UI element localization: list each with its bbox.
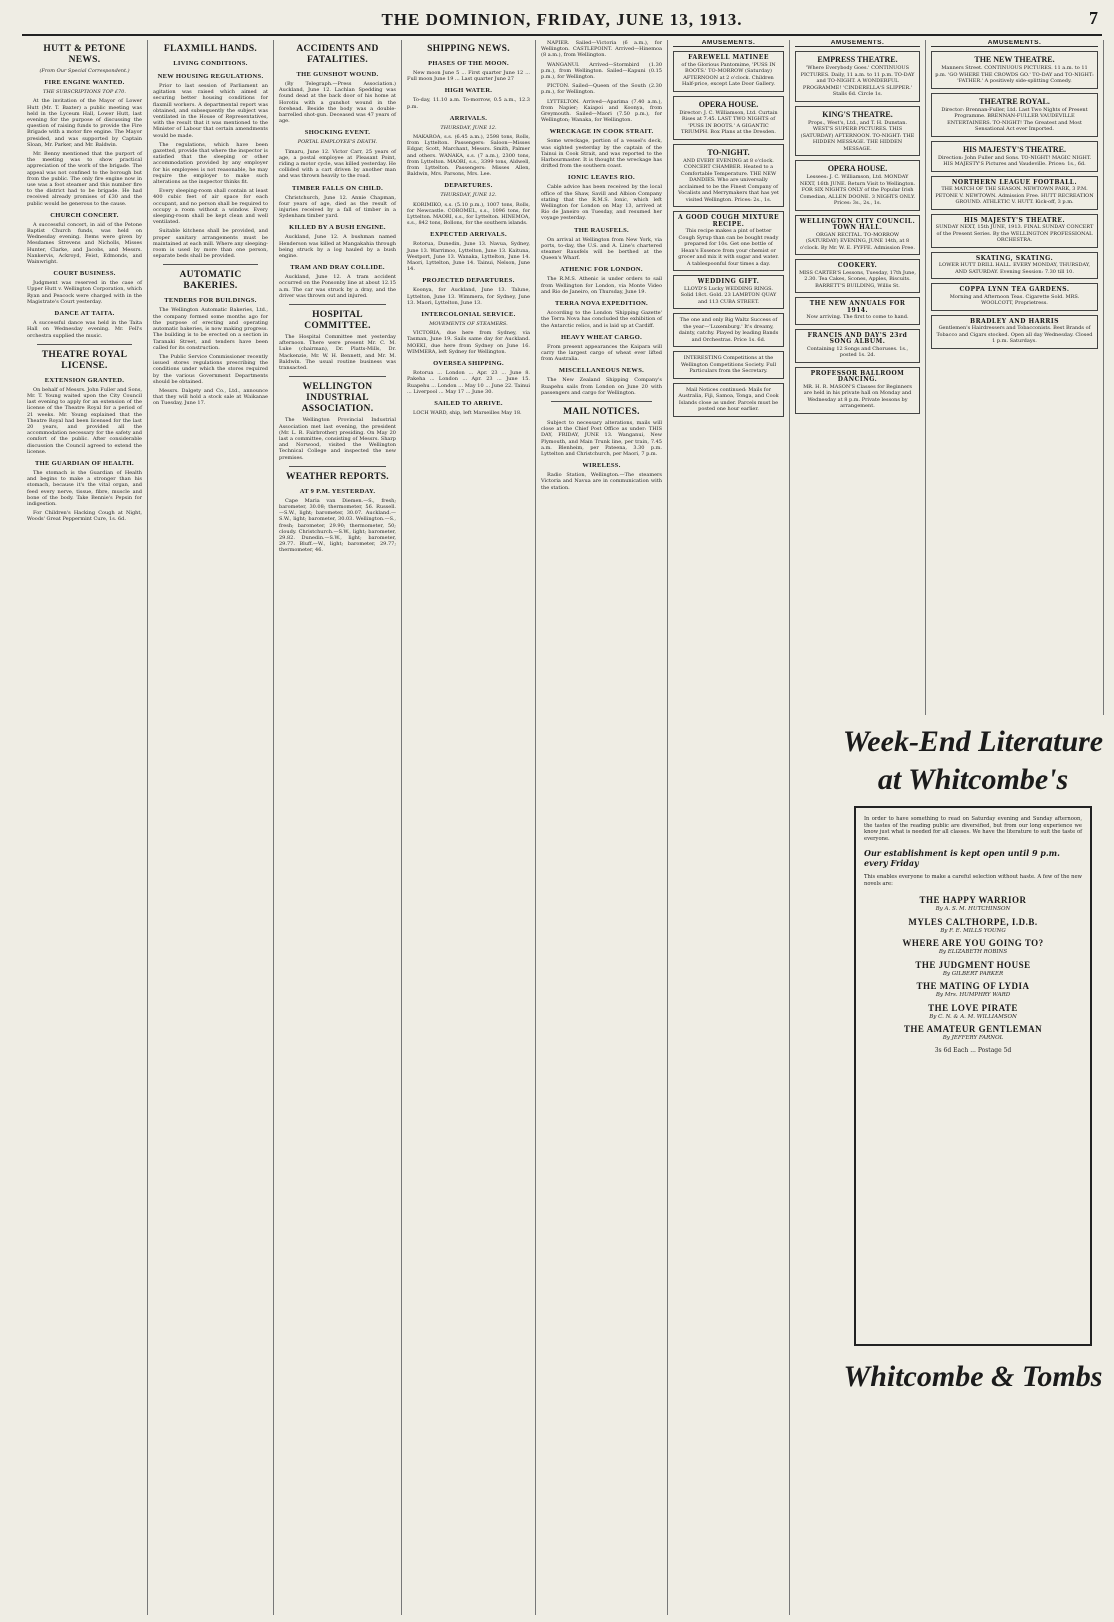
ad-his-majestys [931,141,1098,172]
article-text: The regulations, which have been gazetted, provide that where the inspector is satisfied that the sleeping or other accommodation provided by any employer for his employees is not reasonable, he may require the employer to make such alterations as the inspector thinks fit. [153,141,268,186]
ad-title: OPERA HOUSE. [698,99,759,109]
whitcombe-headline-1: Week-End Literature [842,725,1104,758]
article-text: Koonya, for Auckland, June 13. Talune, Lyttelton, June 13. Wimmera, for Sydney, June 13. Maori, Lyttelton, June 13. [407,287,530,306]
book-item [864,938,1082,956]
ad-body: MR. H. R. MASON'S Classes for Beginners are held in his private hall on Monday and Wednesday at 8 p.m. Private lessons by arrangement. [803,383,912,410]
subhead-movements: MOVEMENTS OF STEAMERS. [429,321,508,328]
article-text: NAPIER. Sailed—Victoria (6 a.m.), for Wellington. CASTLEPOINT. Arrived—Hinemoa (8 a.m.), from Wellington. [541,40,662,59]
article-text: Every sleeping-room shall contain at least 400 cubic feet of air space for each occupant, and no person shall be required to occupy a room without a window. Every sleeping-room shall be kept clean and well ventilated. [153,188,268,226]
ad-competitions [673,351,784,379]
ad-title: THE NEW THEATRE. [974,55,1055,65]
whitcombe-box [854,806,1092,1346]
subhead-ionic: IONIC LEAVES RIO. [568,174,635,182]
article-text: Suitable kitchens shall be provided, and proper sanitary arrangements must be maintained at each mill. Where any sleeping-room is used by more than one person, separate beds shall be provided. [153,228,268,260]
subhead-projected: PROJECTED DEPARTURES. [422,277,515,285]
ad-title: NORTHERN LEAGUE FOOTBALL. [951,178,1078,186]
subhead-high-water: HIGH WATER. [444,87,493,95]
subhead-housing: NEW HOUSING REGULATIONS. [157,73,264,80]
article-text: For Children's Hacking Cough at Night, Woods' Great Peppermint Cure, 1s. 6d. [27,510,142,523]
ad-skating [931,252,1098,280]
headline-mail: MAIL NOTICES. [563,406,640,417]
subhead-portal: PORTAL EMPLOYEE'S DEATH. [297,139,378,146]
book-title: THE JUDGMENT HOUSE [915,959,1031,970]
book-title: THE MATING OF LYDIA [916,981,1030,991]
ad-body: AND EVERY EVENING at 8 o'clock. CONCERT CHAMBER. Heated to a Comfortable Temperature. THE NEW DANDIES. Who are universally acclaimed to be the Finest Company of Vocalists and Merrymakers that has yet visited Wellington. Prices: 2s., 1s. [678,157,779,203]
ad-sunday-concert [931,214,1098,248]
article-text: On behalf of Messrs. John Fuller and Sons, Mr. T. Young waited upon the City Council last evening to apply for an extension of the license of the Theatre Royal for a period of 21 weeks. Mr. Young explained that the Theatre Royal had been licensed for the last 20 years, and provided all the accommodation necessary for the safety and comfort of the public. After considerable discussion the Council agreed to extend the license. [27,386,142,455]
ad-opera-house [673,96,784,140]
article-text: KORIMIKO, s.s. (5.10 p.m.), 1007 tons, Rolls, for Newcastle. COROMEL, s.s., 1096 tons, for Lyttelton. MAORI, s.s., for Lyttelton. HINEMOA, s.s., 842 tons, Bollons, for the southern islands. [407,201,530,227]
departures-date: THURSDAY, JUNE 12. [440,192,497,199]
subhead-oversea: OVERSEA SHIPPING. [433,360,504,368]
subhead-guardian: THE GUARDIAN OF HEALTH. [35,459,134,467]
high-water: To-day, 11.10 a.m. To-morrow, 0.5 a.m., 12.3 p.m. [407,97,530,110]
whitcombe-footer: Whitcombe & Tombs [843,1360,1103,1393]
article-text: Rotorua ... London ... Apr. 23 ... June 8. Pakeha ... London ... Apr. 23 ... June 15. Ruapehu ... London ... May 10 ... June 22. Tainui ... Liverpool ... May 17 ... June 30. [407,370,530,395]
ad-kings [795,106,920,157]
headline-accidents: ACCIDENTS AND FATALITIES. [296,44,379,65]
ad-body: Morning and Afternoon Teas. Cigarette Sold. MRS. WOOLCOTT, Proprietress. [949,293,1080,307]
ad-body: Now arriving. The first to come to hand. [806,314,909,321]
ad-cookery [795,259,920,293]
book-author: By F. E. MILLS YOUNG [940,927,1006,934]
ad-waltz [673,313,784,347]
ad-body: 'Where Everybody Goes.' CONTINUOUS PICTURES. Daily, 11 a.m. to 11 p.m. TO-DAY and TO-NIGHT. A WONDERFUL PROGRAMME! 'CINDERELLA'S SLIPPER.' Stalls 6d. Circle 1s. [800,65,915,98]
article-text: The Public Service Commissioner recently issued stores regulations prescribing the conditions under which the stores required by the various Government Departments should be obtained. [153,353,268,385]
book-item [864,960,1082,978]
article-text: Auckland, June 12. A bushman named Henderson was killed at Mangakahia through being struck by a log hauled by a bush engine. [279,234,396,260]
subhead-wheat: HEAVY WHEAT CARGO. [560,333,643,341]
ad-title: TO-NIGHT. [707,147,750,157]
article-text: A successful dance was held in the Taita Hall on Wednesday evening. Mr. Fell's orchestra supplied the music. [27,320,142,339]
subhead-terra-nova: TERRA NOVA EXPEDITION. [555,300,648,308]
divider [289,304,386,305]
ad-song-album [795,329,920,363]
ad-title: OPERA HOUSE. [827,164,888,174]
article-text: Prior to last session of Parliament an agitation was raised which aimed at securing better housing conditions for flaxmill workers. A departmental report was obtained, and subsequently the subject was ventilated in the House of Representatives, with the result that it was mentioned to the Minister of Labour that certain amendments would be made. [153,83,268,139]
amusements-header: AMUSEMENTS. [795,40,920,47]
book-item [864,1024,1082,1042]
subhead-court-business: COURT BUSINESS. [53,270,116,278]
article-text: At the invitation of the Mayor of Lower Hutt (Mr. T. Baxter) a public meeting was held in the Lyceum Hall, Lower Hutt, last evening for the purpose of discussing the question of raising funds to provide the Fire Brigade with a motor fire engine. The Mayor presided, and was supported by Captain Sloan, Mr. Parker, and Mr. Baldwin. [27,98,142,148]
book-author: By GILBERT PARKER [942,970,1004,977]
byline: (From Our Special Correspondent.) [39,68,130,74]
whitcombe-advertisement [842,720,1104,1610]
whitcombe-price: 3s 6d Each ... Postage 5d [934,1046,1012,1054]
subhead-wreckage: WRECKAGE IN COOK STRAIT. [549,128,654,136]
whitcombe-body: In order to have something to read on Saturday evening and Sunday afternoon, the tastes of the reading public are diversified, but from our long experience we know just what is needed for all classes. We have the literature to suit the taste of everyone. [864,816,1082,842]
moon-phases: New moon June 5 ... First quarter June 12 ... Full moon June 19 ... Last quarter June 27 [407,70,530,83]
article-text: WANGANUI. Arrived—Stormbird (1.30 p.m.), from Wellington. Sailed—Kapuni (0.15 p.m.), for Wellington. [541,61,662,81]
book-title: THE LOVE PIRATE [928,1002,1018,1013]
ad-body: LOWER HUTT DRILL HALL. EVERY MONDAY, THURSDAY, AND SATURDAY. Evening Session: 7.30 till 10. [938,262,1091,275]
divider [163,264,258,265]
ad-body: Direction: John Fuller and Sons. TO-NIGHT! MAGIC NIGHT. HIS MAJESTY'S Pictures and Vaudeville. Prices: 1s., 6d. [937,154,1092,168]
article-text: VICTORIA, due here from Sydney, via Tasman, June 19. Sails same day for Auckland. MOEKI, due here from Sydney on June 16. WIMMERA, left Sydney for Wellington. [407,330,530,355]
ad-cough-mixture [673,211,784,271]
ad-new-dandies [673,144,784,208]
ad-body: LLOYD'S Lucky WEDDING RINGS. Solid 18ct. Gold. 23 LAMBTON QUAY and 113 CUBA STREET. [680,285,777,305]
subhead-timber: TIMBER FALLS ON CHILD. [292,184,383,192]
ad-new-theatre [931,51,1098,89]
ad-body: Containing 12 Songs and Choruses. 1s., posted 1s. 2d. [806,345,909,359]
column-flaxmill [148,40,274,1615]
ad-body: Director: Brennan-Fuller, Ltd. Last Two Nights of Present Programme. BRENNAN-FULLER VAUDEVILLE ENTERTAINERS. TO-NIGHT! The Greatest and Most Sensational Act ever Imported. [941,106,1088,133]
headline-industrial: WELLINGTON INDUSTRIAL ASSOCIATION. [301,382,374,415]
ad-title: HIS MAJESTY'S THEATRE. [962,144,1067,154]
subhead-9pm: AT 9 P.M. YESTERDAY. [299,487,376,495]
article-text: (By Telegraph.—Press Association.) Auckland, June 12. Lachlan Spedding was found dead at the back door of his home at Horotiu with a gunshot wound in the forehead. Beside the body was a double-barrelled shot-gun. Deceased was 47 years of age. [279,81,396,125]
article-text: The Wellington Automatic Bakeries, Ltd., the company formed some months ago for the purpose of erecting and operating automatic bakeries, is now making progress. The building is to be erected on a section in Taranaki Street, and tenders have been called for its construction. [153,307,268,351]
ad-football [931,176,1098,210]
article-text: PICTON. Sailed—Queen of the South (2.30 p.m.), for Wellington. [541,83,662,96]
article-text: Some wreckage, portion of a vessel's deck, was sighted yesterday by the captain of the Tainui in Cook Strait, and was reported to the Harbourmaster. It is thought the wreckage has drifted from the southern coast. [541,138,662,170]
ad-opera-doone [795,160,920,211]
article-text: A successful concert, in aid of the Petone Baptist Church funds, was held on Wednesday evening. Items were given by Mesdames Strevens and Nicholls, Misses Hunter, Clarke, and Jacobs, and Messrs. Nankervis, Ackroyd, Feist, Edmonds, and Wainwright. [27,221,142,266]
ad-title: PROFESSOR BALLROOM DANCING. [810,369,905,384]
ad-title: SKATING, SKATING. [975,254,1054,262]
book-title: MYLES CALTHORPE, I.D.B. [908,916,1038,927]
ad-body: INTERESTING Competitions at the Wellington Competitions Society. Full Particulars from the Secretary. [680,355,777,375]
ad-title: COOKERY. [837,262,878,270]
article-text: MAKAROA, s.s. (6.45 a.m.), 2598 tons, Rolls, from Lyttelton. Passengers: Saloon—Misses Edgar, Scott, Marchant, Messrs. Smith, Palmer and others. WANAKA, s.s. (7 a.m.), 2300 tons, from Lyttelton. MAORI, s.s., 3399 tons, Aldwell, from Lyttelton. Passengers: Misses Allen, Baldwin, Mrs. Parsons, Mrs. Lee. [407,134,530,178]
ad-title: A GOOD COUGH MIXTURE RECIPE. [677,214,780,228]
article-text: Subject to necessary alterations, mails will close at the Chief Post Office as under: THIS DAY, FRIDAY, JUNE 13. Wanganui, New Plymouth, and Main Trunk line, per train, 7.45 a.m. Blenheim, per Pateena, 3.30 p.m. Lyttelton and Christchurch, per Maori, 7 p.m. [541,419,662,457]
subhead-extension: EXTENSION GRANTED. [44,376,125,384]
article-text: Cable advice has been received by the local office of the Shaw, Savill and Albion Company stating that the R.M.S. Ionic, which left Wellington for London on May 13, arrived at Rio de Janeiro on Tuesday, and resumed her voyage yesterday. [541,184,662,222]
divider [289,376,386,377]
article-text: The Wellington Provincial Industrial Association met last evening, the president (Mr. L. R. Fairbrother) presiding. On May 20 last a committee, consisting of Messrs. Sharp and Norwood, visited the Wellington Technical College and inspected the new premises. [279,417,396,461]
headline-shipping: SHIPPING NEWS. [427,44,510,54]
book-item [864,981,1082,999]
subhead-dance: DANCE AT TAITA. [54,310,115,318]
ad-body: of the Glorious Pantomime, 'PUSS IN BOOTS.' TO-MORROW (Saturday) AFTERNOON at 2 o'clock. Children Half-price, except Late Door Gallery. [681,61,776,88]
subhead-sailed: SAILED TO ARRIVE. [434,399,503,407]
ad-body: Lessees: J. C. Williamson, Ltd. MONDAY NEXT, 16th JUNE. Return Visit to Wellington. FOR SIX NIGHTS ONLY of the Popular Irish Comedian, ALLEN DOONE. 3 NIGHTS ONLY. Prices: 3s., 2s., 1s. [799,174,916,207]
ad-title: EMPRESS THEATRE. [817,55,898,65]
ad-body: ORGAN RECITAL. TO-MORROW (SATURDAY) EVENING, JUNE 14th, at 8 o'clock. By Mr. W. E. FYFFE. Admission Free. [800,231,915,251]
article-text: Judgment was reserved in the case of Upper Hutt v. Wellington Corporation, which Ryan and Peacock were charged with in the Magistrate's Court yesterday. [27,280,142,305]
article-text: The New Zealand Shipping Company's Ruapehu sails from London on June 20 with passengers and cargo for Wellington. [541,377,662,396]
ad-body: The one and only Big Waltz Success of the year—'Luxemburg.' It's dreamy, dainty, catchy. Played by leading Bands and Orchestras. Price 1s. 6d. [678,317,779,343]
ad-mail-notices [673,383,784,417]
article-text: Auckland, June 12. A tram accident occurred on the Ponsonby line at about 12.15 a.m. The car was struck by a dray, and the driver was thrown out and injured. [279,274,396,299]
headline-weather: WEATHER REPORTS. [285,471,389,482]
subhead-living: LIVING CONDITIONS. [173,60,248,67]
subhead-intercolonial: INTERCOLONIAL SERVICE. [421,311,516,319]
ad-organ-recital [795,215,920,256]
ad-hairdressers [931,315,1098,349]
column-shipping [402,40,536,1615]
ad-body: Mail Notices continued: Mails for Australia, Fiji, Samoa, Tonga, and Cook Islands close as under. Parcels must be posted one hour earlier. [678,386,779,413]
subhead-expected: EXPECTED ARRIVALS. [430,231,507,239]
subhead-shocking: SHOCKING EVENT. [304,129,371,137]
headline-theatre-license: THEATRE ROYAL LICENSE. [41,349,128,371]
headline-flaxmill: FLAXMILL HANDS. [163,44,258,54]
article-text: The stomach is the Guardian of Health and begins to make a stronger than his stomach, because it's the vital organ, and feed every nerve, tissue, fibre, muscle and bone of the body. Take Bennie's Pepsin for indigestion. [27,469,142,507]
ad-body: Gentlemen's Hairdressers and Tobacconists. Best Brands of Tobacco and Cigars stocked. Open all day Wednesday. Closed 1 p.m. Saturdays. [936,325,1093,345]
whitcombe-cta-body: This enables everyone to make a careful selection without haste. A few of the new novels are: [864,874,1082,887]
divider [37,344,132,345]
column-hutt-petone [22,40,148,1615]
ad-body: Manners Street. CONTINUOUS PICTURES. 11 a.m. to 11 p.m. 'GO WHERE THE CROWDS GO.' TO-DAY and TO-NIGHT: 'FATHER.' A positively side-splitting Comedy. [935,65,1094,85]
book-title: THE AMATEUR GENTLEMAN [903,1024,1043,1034]
ad-title: THEATRE ROYAL. [979,96,1050,106]
article-text: According to the London 'Shipping Gazette' the Terra Nova has concluded the exhibition of the Antarctic relics, and is laid up at Cardiff. [541,310,662,329]
article-text: Mr. Benny mentioned that the purport of the meeting was to show practical appreciation of the work of the brigade. The appeal was not confined to the borough but from the public. The only fire engine now in use was a foot steamer and this number fire to the district had to be brigade. He had received already promises of £30 and the public would be generous to the cause. [27,151,142,207]
divider [551,401,652,402]
subhead-arrivals: ARRIVALS. [449,114,488,122]
column-amusements-1 [668,40,790,1615]
page-number: 7 [1089,8,1098,28]
subhead-fire-engine: FIRE ENGINE WANTED. [44,79,125,87]
subhead-misc: MISCELLANEOUS NEWS. [558,367,645,375]
ad-title: FRANCIS AND DAY'S 23rd SONG ALBUM. [807,331,908,346]
book-author: By ELIZABETH ROBINS [938,949,1008,955]
ad-title: WEDDING GIFT. [697,278,760,286]
ad-title: COPPA LYNN TEA GARDENS. [959,286,1070,294]
book-title: THE HAPPY WARRIOR [919,895,1027,905]
masthead [22,8,1102,36]
ad-body: Director: J. C. Williamson, Ltd. Curtain Rises at 7.45. LAST TWO NIGHTS of 'PUSS IN BOOTS.' A GIGANTIC TRIUMPH. Box Plans at the Dresden. [679,109,778,136]
ad-title: HIS MAJESTY'S THEATRE. [963,216,1066,224]
ad-body: THE MATCH OF THE SEASON. NEWTOWN PARK, 3 P.M. PETONE V. NEWTOWN. Admission Free. HUTT RECREATION GROUND. ATHLETIC V. HUTT. Kick-off, 3 p.m. [935,186,1094,206]
amusements-header: AMUSEMENTS. [673,40,784,47]
ad-tea-gardens [931,283,1098,311]
headline-hospital: HOSPITAL COMMITTEE. [304,310,371,332]
ad-dancing [795,367,920,414]
book-title: WHERE ARE YOU GOING TO? [902,938,1044,948]
whitcombe-hours: Our establishment is kept open until 9 p.m. every Friday [864,848,1060,868]
ad-body: SUNDAY NEXT, 15th JUNE, 1913. FINAL SUNDAY CONCERT of the Present Series. By the WELLINGTON PROFESSIONAL ORCHESTRA. [935,224,1094,244]
ad-body: MISS CARTER'S Lessons, Tuesday, 17th June, 2.30. Tea Cakes, Scones, Apples, Biscuits. BARRETT'S BUILDING, Willis St. [799,269,916,289]
subhead-departures: DEPARTURES. [444,182,493,190]
article-text: LYTTELTON. Arrived—Aparima (7.40 a.m.), from Napier; Kaiapoi and Koonya, from Greymouth. Sailed—Maori (7.50 p.m.), for Wellington; Wanaka, for Wellington. [541,98,662,124]
ad-title: FAREWELL MATINEE [688,54,769,62]
newspaper-title: THE DOMINION, FRIDAY, JUNE 13, 1913. [381,10,743,29]
book-author: By A. S. M. HUTCHINSON [935,906,1011,912]
ad-title: WELLINGTON CITY COUNCIL. TOWN HALL. [799,217,916,232]
subhead-moon: PHASES OF THE MOON. [428,60,509,67]
article-text: From present appearances the Kaipara will carry the largest cargo of wheat ever lifted from Australia. [541,343,662,363]
subhead-wireless: WIRELESS. [582,462,621,470]
ad-body: This recipe makes a pint of better Cough Syrup than can be bought ready prepared for 10s. Get one bottle of Hean's Essence from your chemist or grocer and mix it with sugar and water. A tablespoonful four times a day. [678,228,779,267]
subhead-rausfels: THE RAUSFELS. [574,226,629,234]
ad-body: Props., West's, Ltd., and T. H. Dunstan. WEST'S SUPERB PICTURES. THIS (SATURDAY) AFTERNOON. TO-NIGHT: THE HIDDEN MESSAGE. THE HIDDEN MESSAGE. [800,119,915,152]
article-text: The R.M.S. Athenic is under orders to sail from Wellington for London, via Monte Video and Rio de Janeiro, on Thursday, June 19. [541,276,662,295]
ad-farewell-matinee [673,51,784,92]
article-text: On arrival at Wellington from New York, via ports, to-day, the U.S. and A. Line's chartered steamer Rausfels will be berthed at the Queen's Wharf. [541,236,662,262]
subhead-gunshot: THE GUNSHOT WOUND. [296,71,379,78]
ad-annuals [795,297,920,325]
column-amusements-3 [926,40,1104,715]
ad-wedding-gift [673,275,784,309]
article-text: Timaru, June 12. Victor Carr, 25 years of age, a postal employee at Pleasant Point, riding a motor cycle, was killed yesterday. He collided with a cart driven by another man and was thrown heavily to the road. [279,148,396,180]
book-item [864,895,1082,913]
book-item [864,917,1082,935]
subhead-tram: TRAM AND DRAY COLLIDE. [290,264,385,272]
column-amusements-2 [790,40,926,715]
book-author: By JEFFERY FARNOL [942,1035,1004,1041]
book-author: By Mrs. HUMPHRY WARD [935,992,1011,998]
whitcombe-headline-2: at Whitcombe's [877,763,1069,796]
divider [289,466,386,467]
headline-bakeries: AUTOMATIC BAKERIES. [179,270,242,292]
headline-hutt-petone: HUTT & PETONE NEWS. [43,44,126,65]
subhead-bush-engine: KILLED BY A BUSH ENGINE. [289,224,386,232]
ad-theatre-royal [931,93,1098,137]
article-text: Messrs. Dalgety and Co., Ltd., announce that they will hold a stock sale at Waikanae on Tuesday, June 17. [153,387,268,407]
subhead-athenic: ATHENIC FOR LONDON. [560,266,643,274]
article-text: LOCH WARD, ship, left Marseilles May 18. [413,409,522,416]
column-shipping-cont [536,40,668,1615]
ad-title: KING'S THEATRE. [822,109,893,119]
ad-title: BRADLEY AND HARRIS [970,317,1059,325]
subhead-tenders: TENDERS FOR BUILDINGS. [164,297,257,305]
article-text: Christchurch, June 12. Annie Chapman, four years of age, died as the result of injuries received by a fall of timber in a Sydenham timber yard. [279,194,396,220]
arrivals-date: THURSDAY, JUNE 12. [440,124,497,131]
book-item [864,1003,1082,1021]
ad-title: THE NEW ANNUALS FOR 1914. [809,300,906,314]
article-text: Radio Station, Wellington.—The steamers Victoria and Navua are in communication with the station. [541,472,662,491]
article-text: Cape Maria van Diemen.—S., fresh; barometer, 30.08; thermometer, 56. Russell.—S.W., light; barometer, 30.07. Auckland.—S.W., light; barometer, 30.03. Wellington.—S., fresh; barometer, 29.90; thermometer, 50; cloudy. Christchurch.—S.W., light; barometer, 29.82. Dunedin.—S.W., light; barometer, 29.77. Bluff.—W., light; barometer, 29.77; thermometer, 46. [279,497,396,554]
article-text: The Hospital Committee met yesterday afternoon. There were present Mr. C. M. Luke (chairman), Dr. Platts-Mills, Dr. Mackenzie, Mr. W. H. Bennett, and Mr. M. Baldwin. The usual routine business was transacted. [279,334,396,372]
subhead-subscriptions: THE SUBSCRIPTIONS TOP £70. [43,89,126,96]
column-accidents [274,40,402,1615]
amusements-header: AMUSEMENTS. [931,40,1098,47]
subhead-church-concert: CHURCH CONCERT. [50,211,119,219]
article-text: Rotorua, Dunedin, June 13. Navua, Sydney, June 13. Warrimoo, Lyttelton, June 13. Kaituna, Westport, June 13. Wanaka, Lyttelton, June 14. Maori, Lyttelton, June 14. Tainui, Nelson, June 14. [407,241,530,273]
ad-empress [795,51,920,102]
book-author: By C. N. & A. M. WILLIAMSON [929,1013,1017,1020]
